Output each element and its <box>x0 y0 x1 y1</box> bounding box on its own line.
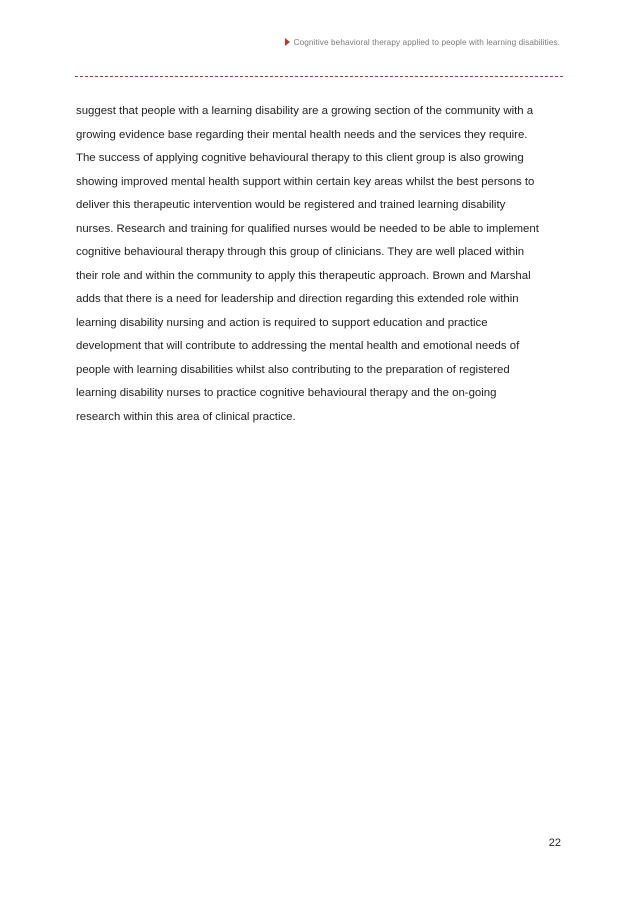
text-line: learning disability nurses to practice cognitive behavioural therapy and the on-going <box>76 387 497 399</box>
text-line: showing improved mental health support within certain key areas whilst the best persons to <box>76 175 535 188</box>
text-line: their role and within the community to apply this therapeutic approach. Brown and Marshal <box>76 269 531 282</box>
text-line: research within this area of clinical practice. <box>76 410 296 423</box>
text-line: nurses. Research and training for qualified nurses would be needed to be able to implement <box>76 222 539 235</box>
text-line: suggest that people with a learning disability are a growing section of the community with a <box>76 105 534 117</box>
body-paragraph <box>76 100 564 429</box>
text-line: learning disability nursing and action is required to support education and practice <box>76 316 488 329</box>
text-line: adds that there is a need for leadership and direction regarding this extended role within <box>76 293 519 305</box>
text-line: cognitive behavioural therapy through this group of clinicians. They are well placed within <box>76 246 525 258</box>
text-line: growing evidence base regarding their mental health needs and the services they require. <box>76 128 528 141</box>
text-line: development that will contribute to addressing the mental health and emotional needs of <box>76 340 520 352</box>
header-divider <box>75 76 563 77</box>
text-line: The success of applying cognitive behavioural therapy to this client group is also growing <box>76 152 524 164</box>
running-header <box>0 38 560 47</box>
text-line: people with learning disabilities whilst also contributing to the preparation of registered <box>76 363 510 376</box>
running-title: Cognitive behavioral therapy applied to people with learning disabilities. <box>293 38 560 47</box>
page-number: 22 <box>548 837 561 849</box>
text-line: deliver this therapeutic intervention would be registered and trained learning disability <box>76 199 506 211</box>
header-triangle-icon <box>285 38 290 46</box>
